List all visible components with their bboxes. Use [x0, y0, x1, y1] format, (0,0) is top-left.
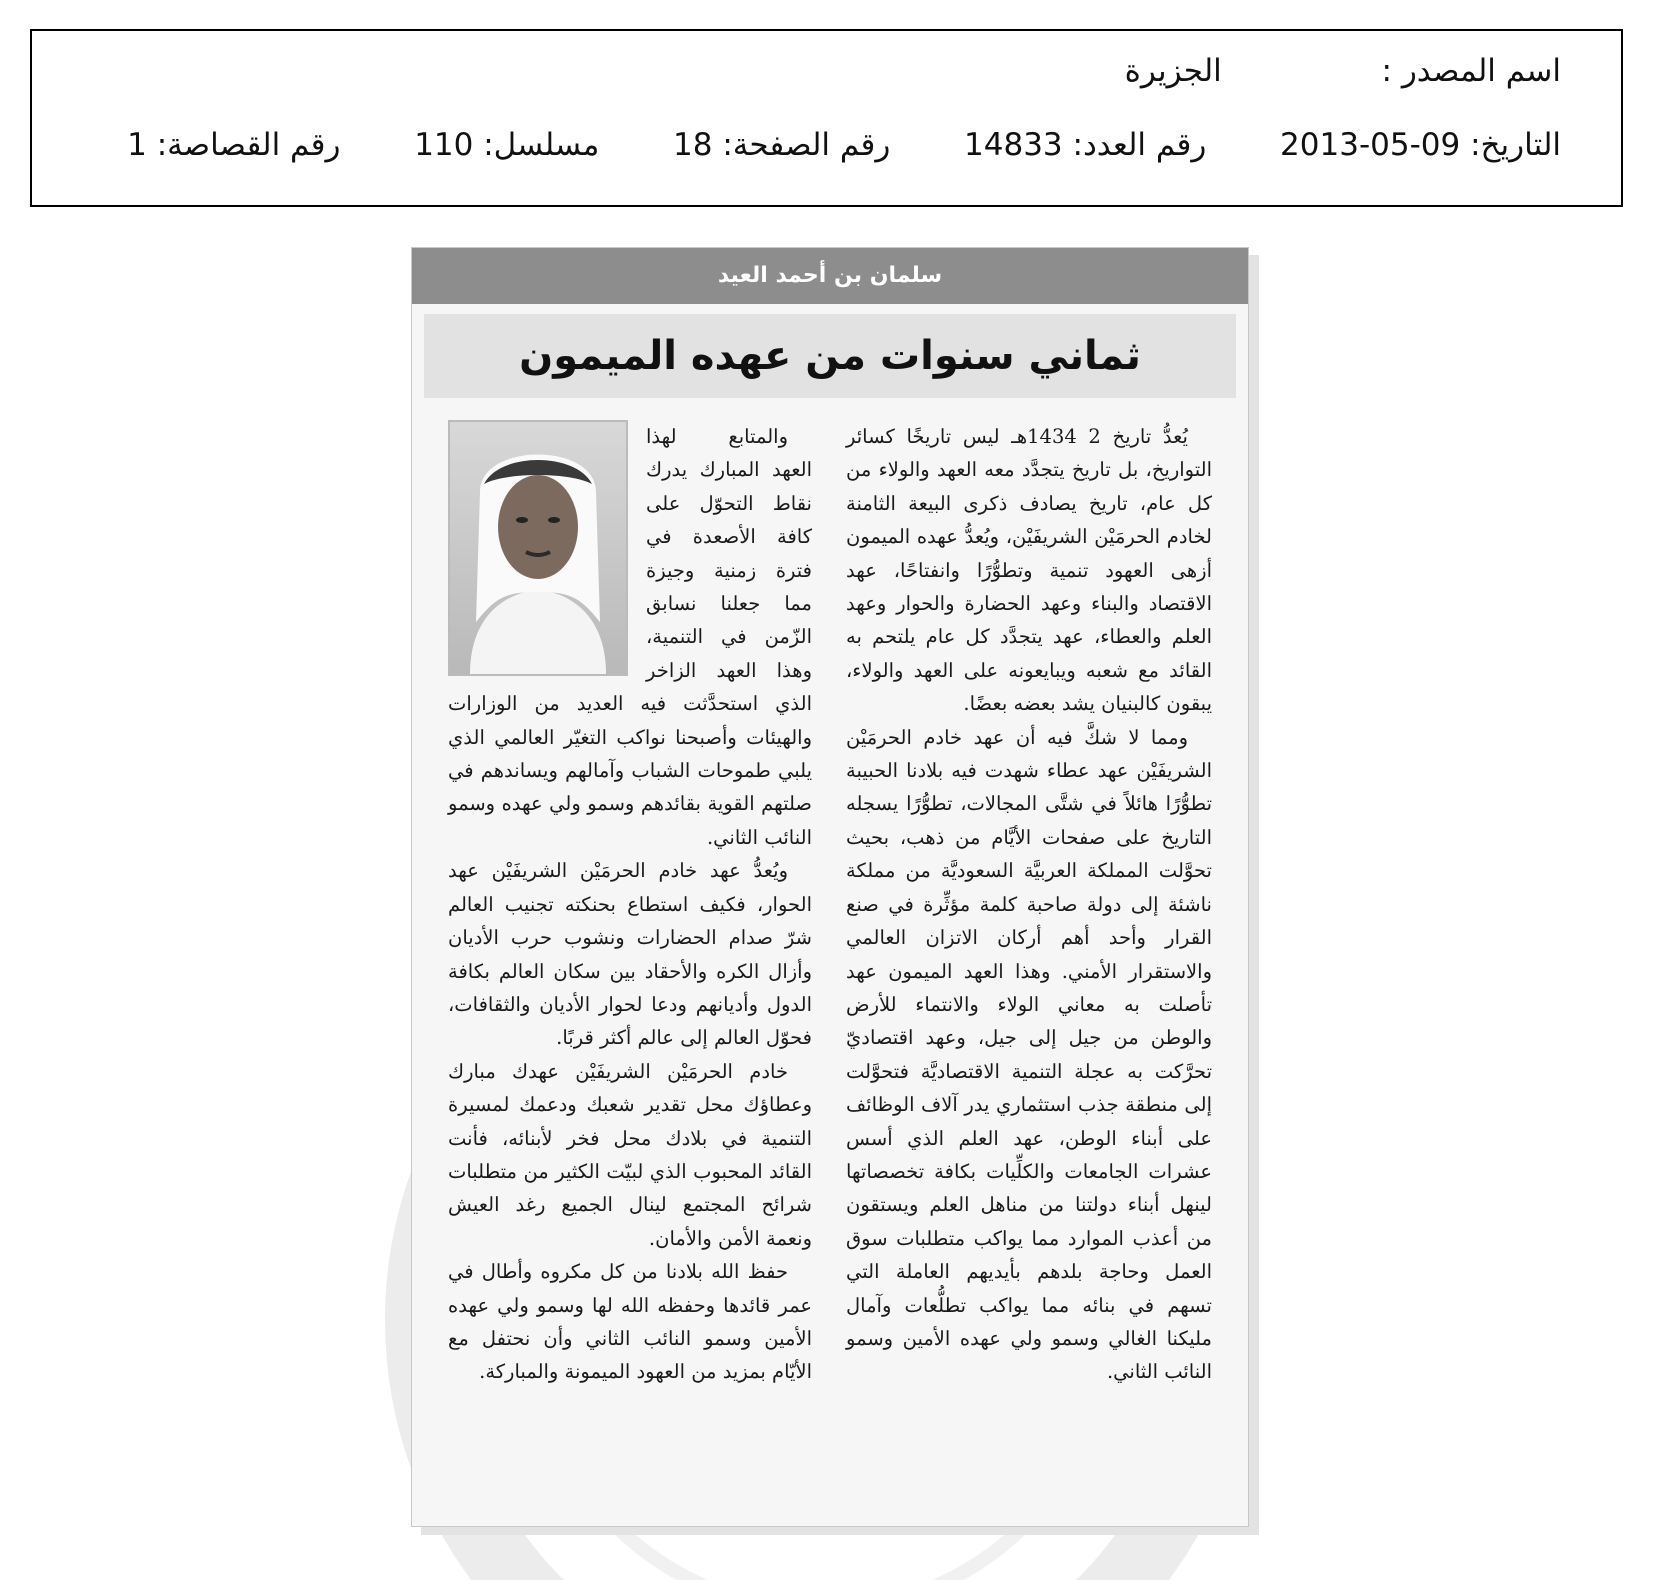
serial-field: مسلسل: 110 — [414, 127, 600, 163]
author-portrait-icon — [448, 420, 628, 676]
article-column-left — [448, 420, 812, 1389]
details-row — [127, 127, 1561, 163]
clip-field: رقم القصاصة: 1 — [127, 127, 341, 163]
paragraph: خادم الحرمَيْن الشريفَيْن عهدك مبارك وعطاؤك محل تقدير شعبك ودعمك لمسيرة التنمية في بلادك محل فخر لأبنائه، فأنت القائد المحبوب الذي لبيّت الكثير من متطلبات شرائح المجتمع لينال الجميع رغد العيش ونعمة الأمن والأمان. — [448, 1059, 812, 1250]
paragraph: ومما لا شكَّ فيه أن عهد خادم الحرمَيْن الشريفَيْن عهد عطاء شهدت فيه بلادنا الحبيبة تطوُّرًا هائلاً في شتَّى المجالات، تطوُّرًا يسجله التاريخ على صفحات الأيَّام من ذهب، بحيث تحوَّلت المملكة العربيَّة السعوديَّة من مملكة ناشئة إلى دولة صاحبة كلمة مؤثِّرة في صنع القرار وأحد أهم أركان الاتزان العالمي والاستقرار الأمني. وهذا العهد الميمون عهد تأصلت به معاني الولاء والانتماء للأرض والوطن من جيل إلى جيل، وعهد اقتصاديّ تحرَّكت به عجلة التنمية الاقتصاديَّة فتحوَّلت إلى منطقة جذب استثماري يدر آلاف الوظائف على أبناء الوطن، عهد العلم الذي أسس عشرات الجامعات والكلِّيات بكافة تخصصاتها لينهل أبناء دولتنا من مناهل العلم ويستقون من أعذب الموارد مما يواكب متطلبات سوق العمل وحاجة بلدهم بأيديهم العاملة التي تسهم في بنائه مما يواكب تطلُّعات وآمال مليكنا الغالي وسمو ولي عهده الأمين وسمو النائب الثاني. — [846, 725, 1212, 1384]
paragraph: حفظ الله بلادنا من كل مكروه وأطال في عمر قائدها وحفظه الله لها وسمو ولي عهده الأمين وسمو النائب الثاني وأن نحتفل مع الأيّام بمزيد من العهود الميمونة والمباركة. — [448, 1260, 812, 1384]
page-field: رقم الصفحة: 18 — [673, 127, 891, 163]
article-column-right — [846, 420, 1212, 1389]
paragraph: والمتابع لهذا العهد المبارك يدرك نقاط التحوّل على كافة الأصعدة في فترة زمنية وجيزة مما جعلنا نسابق الزّمن في التنمية، وهذا العهد الزاخر الذي استحدَّثت فيه العديد من الوزارات والهيئات وأصبحنا نواكب التغيّر العالمي الذي يلبي طموحات الشباب وآمالهم ويساندهم في صلتهم القوية بقائدهم وسمو ولي عهده وسمو النائب الثاني. — [448, 425, 812, 849]
source-metadata-box — [30, 29, 1623, 207]
article-title: ثماني سنوات من عهده الميمون — [424, 314, 1236, 398]
source-value: الجزيرة — [1124, 53, 1222, 89]
author-name: سلمان بن أحمد العيد — [412, 248, 1248, 304]
source-row — [1125, 53, 1561, 89]
paragraph: يُعدُّ تاريخ 2 1434هـ ليس تاريخًا كسائر التواريخ، بل تاريخ يتجدَّد معه العهد والولاء من كل عام، تاريخ يصادف ذكرى البيعة الثامنة لخادم الحرمَيْن الشريفَيْن، ويُعدُّ عهده الميمون أزهى العهود تنمية وتطوُّرًا وانفتاحًا، عهد الاقتصاد والبناء وعهد الحضارة والحوار وعهد العلم والعطاء، عهد يتجدَّد كل عام يلتحم به القائد مع شعبه ويبايعونه على العهد والولاء، يبقون كالبنيان يشد بعضه بعضًا. — [846, 425, 1212, 716]
source-label: اسم المصدر : — [1381, 53, 1561, 89]
issue-field: رقم العدد: 14833 — [964, 127, 1207, 163]
newspaper-clipping — [411, 247, 1249, 1527]
paragraph: ويُعدُّ عهد خادم الحرمَيْن الشريفَيْن عهد الحوار، فكيف استطاع بحنكته تجنيب العالم شرّ صدام الحضارات ونشوب حرب الأديان وأزال الكره والأحقاد بين سكان العالم بكافة الدول وأديانهم ودعا لحوار الأديان والثقافات، فحوّل العالم إلى عالم أكثر قربًا. — [448, 859, 812, 1050]
date-field: التاريخ: 09-05-2013 — [1280, 127, 1561, 163]
